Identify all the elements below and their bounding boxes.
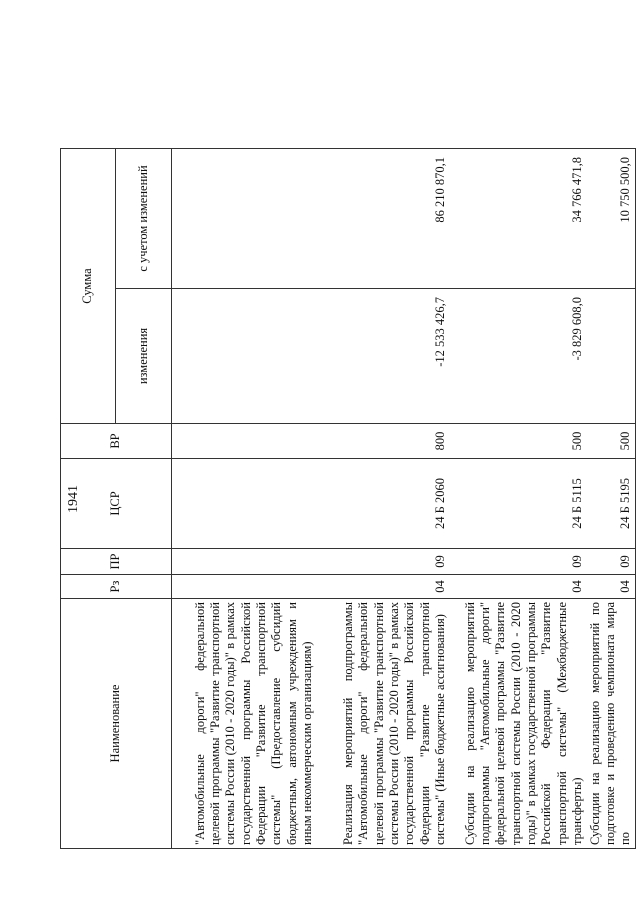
row-csr: 24 Б 2060 bbox=[317, 459, 450, 549]
row-rz: 04 bbox=[587, 575, 636, 599]
row-vr: 500 bbox=[587, 424, 636, 459]
table-body bbox=[172, 149, 636, 849]
row-name: Субсидии на реализацию мероприятий по подготовке и проведению чемпионата мира по bbox=[587, 599, 636, 849]
budget-table bbox=[60, 148, 636, 849]
table-row bbox=[587, 149, 636, 849]
row-pr: 09 bbox=[587, 549, 636, 575]
row-pr bbox=[172, 549, 317, 575]
row-name: Реализация мероприятий подпрограммы "Автомобильные дороги" федеральной целевой программы "Развитие транспортной системы России (2010 - 2020 годы)" в рамках государственной программы Российской Федерации "Развитие транспортной системы" (Иные бюджетные ассигнования) bbox=[317, 599, 450, 849]
row-csr bbox=[172, 459, 317, 549]
header-changes: изменения bbox=[116, 289, 172, 424]
table-row bbox=[317, 149, 450, 849]
row-vr bbox=[172, 424, 317, 459]
row-pr: 09 bbox=[317, 549, 450, 575]
row-csr: 24 Б 5115 bbox=[450, 459, 587, 549]
page-number: 1941 bbox=[66, 485, 81, 513]
row-rz: 04 bbox=[317, 575, 450, 599]
row-rz: 04 bbox=[450, 575, 587, 599]
table-row bbox=[450, 149, 587, 849]
header-vr: ВР bbox=[61, 424, 172, 459]
rotated-page bbox=[60, 149, 633, 849]
row-pr: 09 bbox=[450, 549, 587, 575]
header-name: Наименование bbox=[61, 599, 172, 849]
row-change bbox=[172, 289, 317, 424]
header-csr: ЦСР bbox=[61, 459, 172, 549]
row-vr: 800 bbox=[317, 424, 450, 459]
row-total: 34 766 471,8 bbox=[450, 149, 587, 289]
header-pr: ПР bbox=[61, 549, 172, 575]
row-total: 86 210 870,1 bbox=[317, 149, 450, 289]
row-csr: 24 Б 5195 bbox=[587, 459, 636, 549]
row-total: 10 750 500,0 bbox=[587, 149, 636, 289]
row-change: -3 829 608,0 bbox=[450, 289, 587, 424]
row-rz bbox=[172, 575, 317, 599]
header-with-changes: с учетом изменений bbox=[116, 149, 172, 289]
row-change bbox=[587, 289, 636, 424]
row-vr: 500 bbox=[450, 424, 587, 459]
header-rz: Рз bbox=[61, 575, 172, 599]
row-change: -12 533 426,7 bbox=[317, 289, 450, 424]
table-row bbox=[172, 149, 317, 849]
row-name: Субсидии на реализацию мероприятий подпрограммы "Автомобильные дороги" федеральной целевой программы "Развитие транспортной системы России (2010 - 2020 годы)" в рамках государственной программы Российской Федерации "Развитие транспортной системы" (Межбюджетные трансферты) bbox=[450, 599, 587, 849]
row-total bbox=[172, 149, 317, 289]
row-name: "Автомобильные дороги" федеральной целевой программы "Развитие транспортной системы России (2010 - 2020 годы)" в рамках государственной программы Российской Федерации "Развитие транспортной системы" (Предоставление субсидий бюджетным, автономным учреждениям и иным некоммерческим организациям) bbox=[172, 599, 317, 849]
header-sum: Сумма bbox=[61, 149, 116, 424]
